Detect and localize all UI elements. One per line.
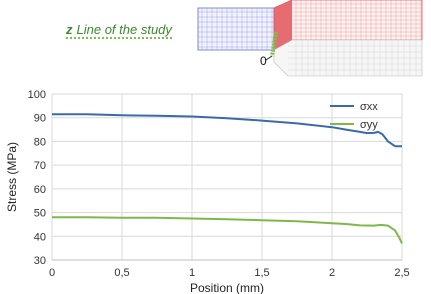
y-tick-label: 30: [33, 255, 46, 267]
x-tick-label: 2: [328, 267, 336, 279]
y-tick-label: 70: [33, 160, 46, 173]
y-tick-label: 100: [27, 89, 46, 101]
x-axis-title: Position (mm): [189, 281, 265, 294]
y-tick-label: 60: [33, 183, 46, 196]
origin-label: 0: [260, 54, 267, 68]
y-axis-title: Stress (MPa): [5, 141, 19, 213]
caption-text: Line of the study: [76, 22, 172, 37]
x-tick-label: 0,5: [114, 267, 130, 279]
axes: [5, 89, 410, 294]
legend: [330, 101, 378, 131]
x-tick-label: 1: [188, 267, 196, 279]
series-line-sigma-yy: [52, 217, 402, 243]
y-tick-label: 50: [33, 207, 46, 220]
x-tick-label: 2,5: [394, 267, 410, 279]
x-tick-label: 0: [48, 267, 56, 279]
y-tick-label: 40: [33, 231, 46, 244]
y-tick-label: 80: [33, 136, 46, 149]
legend-label: σxx: [360, 101, 378, 113]
caption-axis: z: [66, 22, 73, 37]
legend-label: σyy: [360, 119, 378, 131]
y-tick-label: 90: [33, 112, 46, 125]
series: [52, 114, 402, 243]
x-tick-label: 1,5: [254, 267, 270, 279]
